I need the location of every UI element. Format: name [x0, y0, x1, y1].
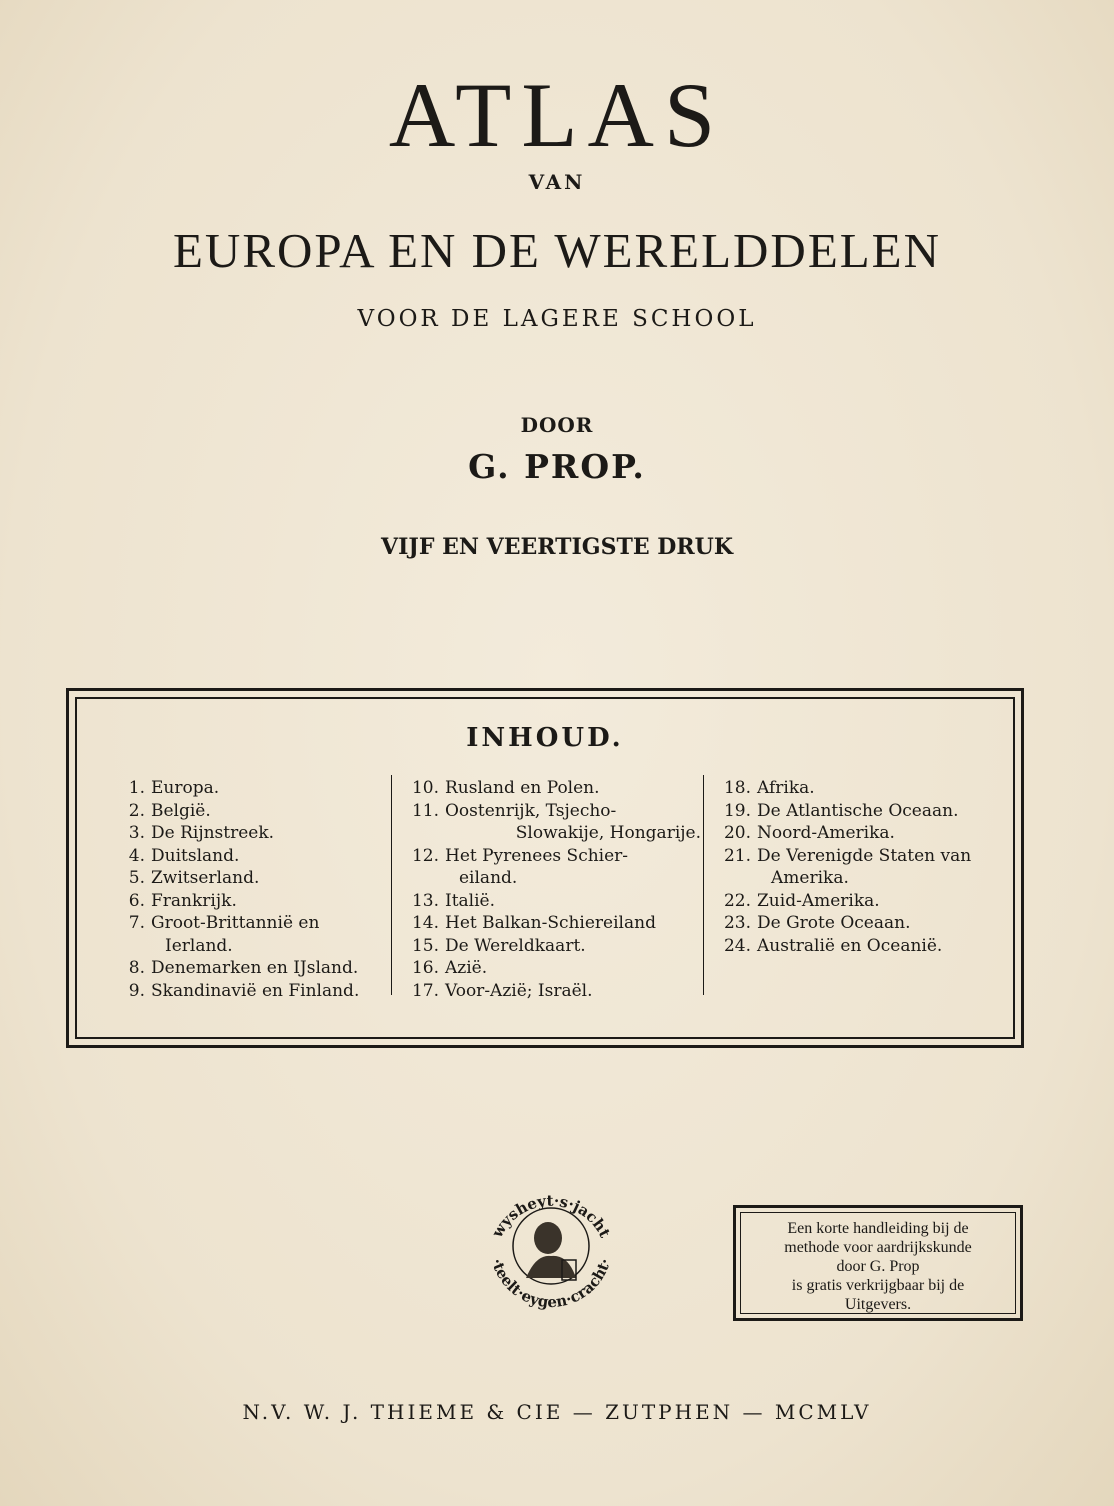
toc-entry-title: De Verenigde Staten van — [757, 845, 972, 866]
toc-entry-title: Rusland en Polen. — [445, 778, 600, 798]
toc-entry-number: 9. — [128, 980, 145, 1001]
toc-entry-number: 15. — [411, 935, 439, 956]
toc-entry — [115, 980, 393, 1003]
toc-entry-title: De Rijnstreek. — [151, 823, 275, 843]
toc-entry-title: Denemarken en IJsland. — [151, 958, 359, 978]
toc-entry-number: 8. — [128, 958, 145, 978]
main-title: EUROPA EN DE WERELDDELEN — [173, 223, 941, 278]
toc-entry-number: 17. — [411, 980, 439, 1001]
toc-entry-title: Duitsland. — [151, 845, 240, 866]
publisher-emblem-icon — [476, 1166, 626, 1316]
toc-entry — [721, 912, 989, 935]
toc-entry-number: 24. — [723, 935, 751, 956]
toc-entry — [115, 800, 393, 823]
toc-entry-title: Zuid-Amerika. — [757, 890, 880, 911]
toc-entry-number: 12. — [411, 845, 439, 866]
toc-entry-number: 3. — [128, 823, 145, 843]
toc-entry-title: Frankrijk. — [151, 890, 237, 911]
toc-column-3 — [721, 777, 989, 957]
toc-entry — [409, 912, 701, 935]
toc-entry-title: Azië. — [445, 958, 488, 978]
table-of-contents — [66, 688, 1024, 1048]
toc-entry-number: 20. — [723, 823, 751, 843]
toc-inner-frame — [75, 697, 1015, 1039]
toc-entry — [409, 957, 701, 980]
toc-entry-number: 6. — [128, 890, 145, 911]
author-name: G. PROP. — [468, 447, 646, 486]
note-line: Een korte handleiding bij de — [787, 1220, 969, 1237]
toc-entry-continuation: Amerika. — [771, 868, 849, 888]
toc-heading: INHOUD. — [466, 723, 624, 753]
toc-entry — [115, 845, 393, 868]
toc-entry-number: 18. — [723, 778, 751, 798]
toc-entry-title: Voor-Azië; Israël. — [445, 980, 593, 1001]
emblem-motto-bottom: ·teelt·eygen·cracht· — [487, 1256, 615, 1312]
toc-entry-title: Het Pyrenees Schier- — [445, 845, 629, 866]
toc-entry-title: Italië. — [445, 890, 496, 911]
toc-entry — [115, 957, 393, 980]
toc-entry-title: België. — [151, 800, 211, 821]
toc-entry-number: 1. — [128, 778, 145, 798]
toc-entry-title: Noord-Amerika. — [757, 823, 895, 843]
toc-entry-number: 23. — [723, 913, 751, 933]
note-line: methode voor aardrijkskunde — [784, 1239, 972, 1256]
toc-entry-number: 13. — [411, 890, 439, 911]
toc-entry — [721, 777, 989, 800]
toc-entry-number: 16. — [411, 958, 439, 978]
toc-entry-number: 2. — [128, 800, 145, 821]
note-line: is gratis verkrijgbaar bij de — [791, 1277, 965, 1294]
toc-entry-title: Zwitserland. — [151, 868, 260, 888]
toc-entry-continuation: Slowakije, Hongarije. — [515, 823, 701, 843]
toc-entry — [115, 777, 393, 800]
toc-entry-title: Afrika. — [757, 778, 815, 798]
toc-entry — [409, 800, 701, 823]
toc-entry-title: De Wereldkaart. — [445, 935, 586, 956]
toc-entry — [721, 845, 989, 868]
toc-column-1 — [115, 777, 393, 1002]
toc-entry-continuation: Ierland. — [165, 935, 233, 956]
toc-entry — [115, 822, 393, 845]
note-text — [740, 1212, 1016, 1314]
toc-entry — [409, 777, 701, 800]
toc-entry — [115, 867, 393, 890]
toc-entry — [409, 935, 701, 958]
column-divider — [703, 775, 704, 995]
toc-entry-number: 10. — [411, 778, 439, 798]
toc-entry-number: 11. — [411, 800, 439, 821]
toc-entry-number: 14. — [411, 913, 439, 933]
emblem-motto-top: wysheyt·s·jacht — [488, 1191, 614, 1241]
toc-entry — [721, 935, 989, 958]
toc-entry — [115, 890, 393, 913]
toc-entry-number: 4. — [128, 845, 145, 866]
note-line: door G. Prop — [836, 1258, 920, 1275]
toc-entry-title: De Grote Oceaan. — [757, 913, 911, 933]
toc-entry — [721, 800, 989, 823]
toc-entry-title: Australië en Oceanië. — [757, 935, 943, 956]
toc-entry-number: 22. — [723, 890, 751, 911]
toc-entry — [721, 890, 989, 913]
toc-entry — [409, 890, 701, 913]
subtitle: VOOR DE LAGERE SCHOOL — [357, 306, 757, 332]
toc-entry-title: Oostenrijk, Tsjecho- — [445, 800, 617, 821]
toc-entry-title: Europa. — [151, 778, 220, 798]
toc-entry-number: 5. — [128, 868, 145, 888]
note-line: Uitgevers. — [844, 1296, 912, 1313]
toc-entry — [409, 845, 701, 868]
toc-entry — [409, 980, 701, 1003]
handleiding-note — [733, 1205, 1023, 1321]
publisher-line: N.V. W. J. THIEME & CIE — ZUTPHEN — MCMLV — [242, 1400, 872, 1424]
edition-label: VIJF EN VEERTIGSTE DRUK — [381, 534, 733, 560]
door-label: DOOR — [520, 413, 594, 437]
toc-entry-continuation: eiland. — [459, 868, 518, 888]
toc-entry-title: Groot-Brittannië en — [151, 913, 320, 933]
atlas-title: ATLAS — [388, 64, 726, 166]
toc-entry — [721, 822, 989, 845]
toc-column-2 — [409, 777, 701, 1002]
toc-entry-title: Skandinavië en Finland. — [151, 980, 360, 1001]
toc-entry-title: De Atlantische Oceaan. — [757, 800, 959, 821]
toc-entry-title: Het Balkan-Schiereiland — [445, 913, 656, 933]
toc-entry-number: 21. — [723, 845, 751, 866]
toc-entry-number: 19. — [723, 800, 751, 821]
van-label: VAN — [528, 170, 586, 194]
toc-entry — [115, 912, 393, 935]
toc-entry-number: 7. — [128, 913, 145, 933]
